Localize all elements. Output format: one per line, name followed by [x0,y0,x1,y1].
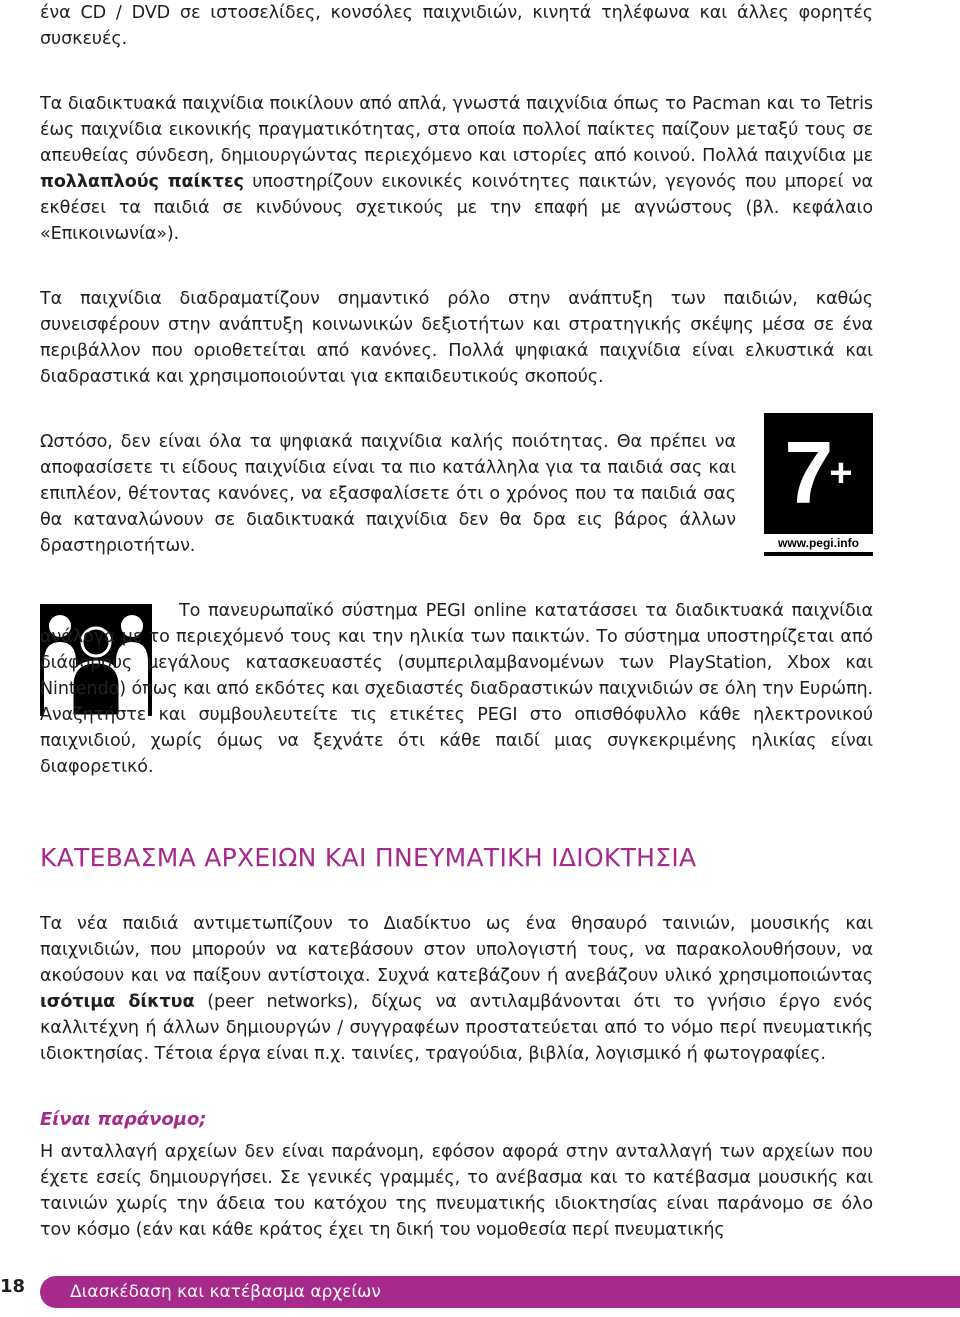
paragraph-games-role: Τα παιχνίδια διαδραματίζουν σημαντικό ρόλο στην ανάπτυξη των παιδιών, καθώς συνεισφέρουν στην ανάπτυξη κοινωνικών δεξιοτήτων και στρατηγικής σκέψης μέσα σε ένα περιβάλλον που οριοθετείται από κανόνες. Πολλά ψηφιακά παιχνίδια είναι ελκυστικά και διαδραστικά και χρησιμοποιούνται για εκπαιδευτικούς σκοπούς. [40,289,873,387]
paragraph-text: Τα νέα παιδιά αντιμετωπίζουν το Διαδίκτυο ως ένα θησαυρό ταινιών, μουσικής και παιχνιδιών, που μπορούν να κατεβάσουν στον υπολογιστή τους, να παρακολουθήσουν, να ακούσουν και να παίξουν αντίστοιχα. Συχνά κατεβάζουν ή ανεβάζουν υλικό χρησιμοποιώντας [40,914,873,986]
paragraph-text: Τα διαδικτυακά παιχνίδια ποικίλουν από απλά, γνωστά παιχνίδια όπως το Pacman και το Tetris έως παιχνίδια εικονικής πραγματικότητας, στα οποία πολλοί παίκτες παίζουν μεταξύ τους σε απευθείας σύνδεση, δημιουργώντας περιεχόμενο και ιστορίες από κοινού. Πολλά παιχνίδια με [40,94,873,166]
paragraph-text: (peer networks), δίχως να αντιλαμβάνονται ότι το γνήσιο έργο ενός καλλιτέχνη ή άλλων δημιουργών / συγγραφέων προστατεύεται από το νόμο περί πνευματικής ιδιοκτησίας. Τέτοια έργα είναι π.χ. ταινίες, τραγούδια, βιβλία, λογισμικό ή φωτογραφίες. [40,992,873,1064]
footer-chapter-title: Διασκέδαση και κατέβασμα αρχείων [70,1282,381,1302]
pegi-7-rating-badge [764,413,873,556]
paragraph-online-games [40,91,873,247]
bold-term-multiplayer: πολλαπλούς παίκτες [40,172,244,192]
pegi-age-label: 7+ [784,423,853,522]
paragraph-quality: Ωστόσο, δεν είναι όλα τα ψηφιακά παιχνίδια καλής ποιότητας. Θα πρέπει να αποφασίσετε τι είδους παιχνίδια είναι τα πιο κατάλληλα για τα παιδιά σας και επιπλέον, θέτοντας κανόνες, να εξασφαλίσετε ότι ο χρόνος που τα παιδιά σας θα καταναλώνουν σε διαδικτυακά παιχνίδια δεν θα δρα εις βάρος άλλων δραστηριοτήτων. [40,432,736,556]
page-number: 18 [0,1276,26,1297]
paragraph-pegi-online: Το πανευρωπαϊκό σύστημα PEGI online κατατάσσει τα διαδικτυακά παιχνίδια ανάλογα με το περιεχόμενό τους και την ηλικία των παικτών. Το σύστημα υποστηρίζεται από διάφορους μεγάλους κατασκευαστές (συμπεριλαμβανομένων των PlayStation, Xbox και Nintendo) όπως και από εκδότες και σχεδιαστές διαδραστικών παιχνιδιών σε όλη την Ευρώπη. Αναζητήστε και συμβουλευτείτε τις ετικέτες PEGI στο οπισθόφυλλο κάθε ηλεκτρονικού παιχνιδιού, χωρίς όμως να ξεχνάτε ότι κάθε παιδί μιας συγκεκριμένης ηλικίας είναι διαφορετικό. [40,601,873,777]
pegi-url: www.pegi.info [764,534,873,552]
paragraph-file-sharing: Η ανταλλαγή αρχείων δεν είναι παράνομη, εφόσον αφορά στην ανταλλαγή των αρχείων που έχετε εσείς δημιουργήσει. Σε γενικές γραμμές, το ανέβασμα και το κατέβασμα μουσικής και ταινιών χωρίς την άδεια του κατόχου της πνευματικής ιδιοκτησίας είναι παράνομο σε όλο τον κόσμο (εάν και κάθε κράτος έχει τη δική του νομοθεσία περί πνευματικής [40,1142,873,1240]
paragraph-text: υποστηρίζουν εικονικές κοινότητες παικτών, γεγονός που μπορεί να εκθέσει τα παιδιά σε κινδύνους σχετικούς με την επαφή με αγνώστους (βλ. κεφάλαιο «Επικοινωνία»). [40,172,873,244]
subheading-is-it-illegal: Είναι παράνομο; [40,1109,207,1130]
footer-bar [40,1276,960,1308]
bold-term-peer-networks: ισότιμα δίκτυα [40,992,195,1012]
paragraph-intro-continuation: ένα CD / DVD σε ιστοσελίδες, κονσόλες παιχνιδιών, κινητά τηλέφωνα και άλλες φορητές συσκευές. [40,3,873,49]
paragraph-downloads [40,911,873,1067]
section-heading: ΚΑΤΕΒΑΣΜΑ ΑΡΧΕΙΩΝ ΚΑΙ ΠΝΕΥΜΑΤΙΚΗ ΙΔΙΟΚΤΗΣΙΑ [40,843,697,872]
